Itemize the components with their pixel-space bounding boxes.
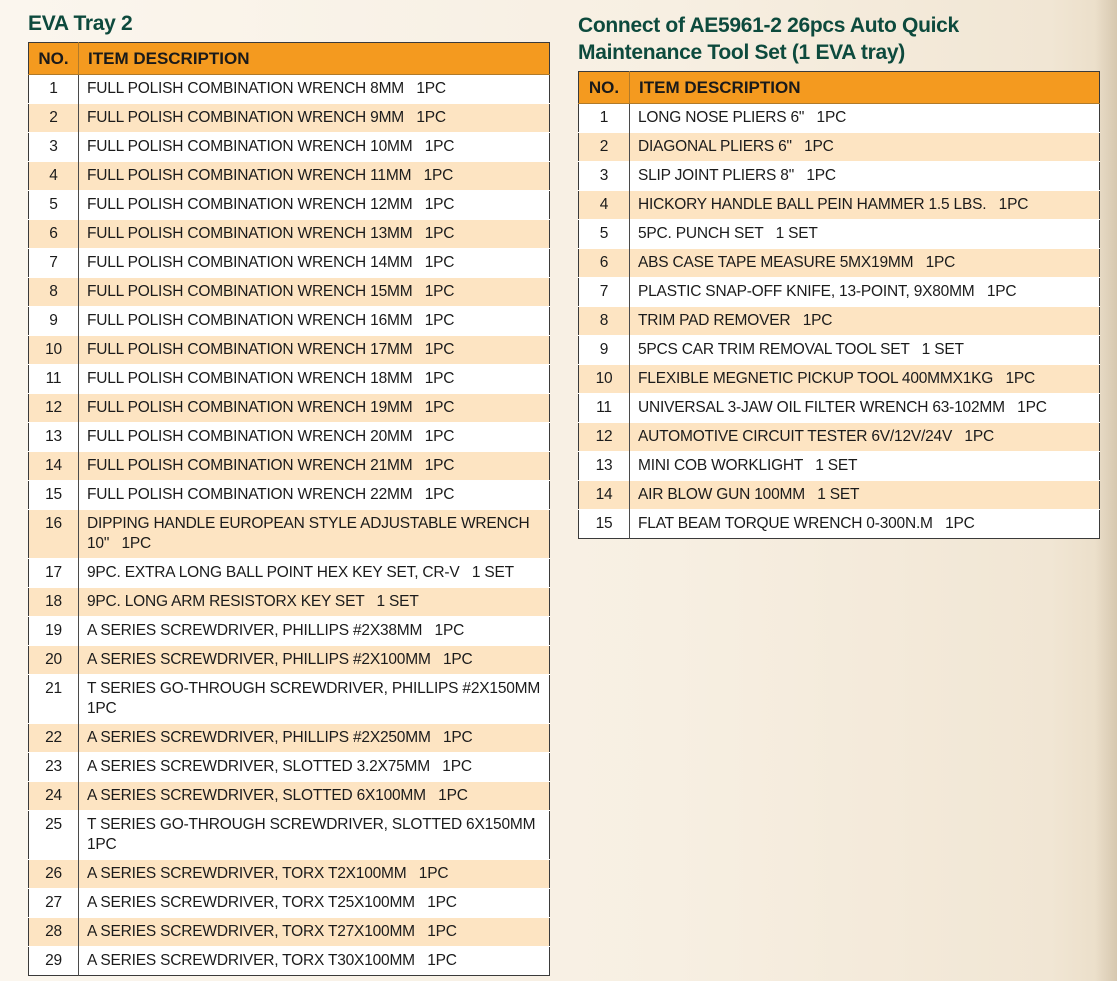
item-description: LONG NOSE PLIERS 6" 1PC [630,104,1100,133]
item-description: FULL POLISH COMBINATION WRENCH 13MM 1PC [79,220,550,249]
item-description: FULL POLISH COMBINATION WRENCH 9MM 1PC [79,104,550,133]
column-header-no: NO. [579,72,630,104]
item-number: 13 [579,452,630,481]
item-description: FULL POLISH COMBINATION WRENCH 10MM 1PC [79,133,550,162]
item-number: 29 [29,947,79,976]
item-description: FLEXIBLE MEGNETIC PICKUP TOOL 400MMX1KG 1PC [630,365,1100,394]
item-description: UNIVERSAL 3-JAW OIL FILTER WRENCH 63-102MM 1PC [630,394,1100,423]
column-header-description: ITEM DESCRIPTION [630,72,1100,104]
item-description: A SERIES SCREWDRIVER, PHILLIPS #2X250MM 1PC [79,724,550,753]
table-row [579,423,1100,452]
item-description: 5PC. PUNCH SET 1 SET [630,220,1100,249]
item-number: 26 [29,860,79,889]
column-header-no: NO. [29,43,79,75]
item-number: 2 [29,104,79,133]
item-description: FULL POLISH COMBINATION WRENCH 14MM 1PC [79,249,550,278]
item-number: 23 [29,753,79,782]
table-row [29,918,550,947]
item-number: 4 [579,191,630,220]
item-number: 17 [29,559,79,588]
item-description: FULL POLISH COMBINATION WRENCH 18MM 1PC [79,365,550,394]
table-row [29,220,550,249]
table-row [29,452,550,481]
table-row [29,249,550,278]
item-number: 9 [29,307,79,336]
item-number: 4 [29,162,79,191]
table-header-row [29,43,550,75]
table-row [29,559,550,588]
item-number: 11 [579,394,630,423]
item-number: 1 [579,104,630,133]
item-number: 25 [29,811,79,860]
item-number: 8 [29,278,79,307]
item-description: DIAGONAL PLIERS 6" 1PC [630,133,1100,162]
table-row [29,947,550,976]
item-description: FLAT BEAM TORQUE WRENCH 0-300N.M 1PC [630,510,1100,539]
auto-maintenance-title [578,12,1100,66]
table-row [579,336,1100,365]
item-description: PLASTIC SNAP-OFF KNIFE, 13-POINT, 9X80MM 1PC [630,278,1100,307]
item-description: FULL POLISH COMBINATION WRENCH 19MM 1PC [79,394,550,423]
item-number: 11 [29,365,79,394]
column-header-description: ITEM DESCRIPTION [79,43,550,75]
table-row [29,278,550,307]
auto-maintenance-table [578,71,1100,539]
table-row [29,588,550,617]
table-row [579,278,1100,307]
item-number: 12 [579,423,630,452]
item-number: 16 [29,510,79,559]
table-row [29,811,550,860]
auto-maintenance-title-line-2: Maintenance Tool Set (1 EVA tray) [578,41,905,64]
eva-tray-2-panel [28,10,550,976]
item-description: 5PCS CAR TRIM REMOVAL TOOL SET 1 SET [630,336,1100,365]
item-number: 21 [29,675,79,724]
item-description: DIPPING HANDLE EUROPEAN STYLE ADJUSTABLE WRENCH 10" 1PC [79,510,550,559]
table-row [29,617,550,646]
table-row [579,249,1100,278]
item-description: FULL POLISH COMBINATION WRENCH 17MM 1PC [79,336,550,365]
item-number: 15 [579,510,630,539]
item-description: FULL POLISH COMBINATION WRENCH 22MM 1PC [79,481,550,510]
item-description: T SERIES GO-THROUGH SCREWDRIVER, PHILLIPS #2X150MM 1PC [79,675,550,724]
item-description: FULL POLISH COMBINATION WRENCH 12MM 1PC [79,191,550,220]
item-number: 27 [29,889,79,918]
table-row [29,646,550,675]
table-row [579,452,1100,481]
table-row [579,162,1100,191]
item-description: T SERIES GO-THROUGH SCREWDRIVER, SLOTTED 6X150MM 1PC [79,811,550,860]
item-number: 22 [29,724,79,753]
table-row [29,481,550,510]
table-row [29,675,550,724]
table-row [29,162,550,191]
table-row [29,75,550,104]
item-number: 2 [579,133,630,162]
item-number: 14 [29,452,79,481]
item-number: 10 [579,365,630,394]
item-description: FULL POLISH COMBINATION WRENCH 20MM 1PC [79,423,550,452]
table-row [29,889,550,918]
item-number: 9 [579,336,630,365]
item-description: A SERIES SCREWDRIVER, TORX T25X100MM 1PC [79,889,550,918]
item-number: 24 [29,782,79,811]
item-description: FULL POLISH COMBINATION WRENCH 8MM 1PC [79,75,550,104]
item-description: FULL POLISH COMBINATION WRENCH 15MM 1PC [79,278,550,307]
item-number: 6 [29,220,79,249]
item-number: 3 [29,133,79,162]
item-description: A SERIES SCREWDRIVER, TORX T2X100MM 1PC [79,860,550,889]
item-description: AUTOMOTIVE CIRCUIT TESTER 6V/12V/24V 1PC [630,423,1100,452]
table-row [29,365,550,394]
eva-tray-2-title: EVA Tray 2 [28,12,133,35]
item-description: FULL POLISH COMBINATION WRENCH 11MM 1PC [79,162,550,191]
table-row [579,307,1100,336]
item-number: 13 [29,423,79,452]
item-description: A SERIES SCREWDRIVER, PHILLIPS #2X38MM 1PC [79,617,550,646]
table-row [579,191,1100,220]
table-row [579,365,1100,394]
table-row [29,510,550,559]
auto-maintenance-table-body [579,104,1100,539]
item-description: 9PC. EXTRA LONG BALL POINT HEX KEY SET, CR-V 1 SET [79,559,550,588]
item-number: 6 [579,249,630,278]
item-description: A SERIES SCREWDRIVER, SLOTTED 3.2X75MM 1PC [79,753,550,782]
item-number: 5 [579,220,630,249]
item-description: ABS CASE TAPE MEASURE 5MX19MM 1PC [630,249,1100,278]
item-description: FULL POLISH COMBINATION WRENCH 16MM 1PC [79,307,550,336]
item-description: HICKORY HANDLE BALL PEIN HAMMER 1.5 LBS. 1PC [630,191,1100,220]
table-header-row [579,72,1100,104]
table-row [29,104,550,133]
item-description: A SERIES SCREWDRIVER, TORX T30X100MM 1PC [79,947,550,976]
item-description: A SERIES SCREWDRIVER, SLOTTED 6X100MM 1PC [79,782,550,811]
item-description: TRIM PAD REMOVER 1PC [630,307,1100,336]
item-number: 10 [29,336,79,365]
item-number: 19 [29,617,79,646]
table-row [29,423,550,452]
table-row [579,104,1100,133]
item-number: 1 [29,75,79,104]
table-row [29,191,550,220]
table-row [579,481,1100,510]
table-row [579,133,1100,162]
table-row [29,724,550,753]
item-description: AIR BLOW GUN 100MM 1 SET [630,481,1100,510]
table-row [29,860,550,889]
item-description: 9PC. LONG ARM RESISTORX KEY SET 1 SET [79,588,550,617]
auto-maintenance-title-line-1: Connect of AE5961-2 26pcs Auto Quick [578,14,959,37]
table-row [29,782,550,811]
table-row [579,220,1100,249]
eva-tray-2-table-body [29,75,550,976]
item-number: 7 [29,249,79,278]
table-row [29,394,550,423]
item-number: 28 [29,918,79,947]
item-description: SLIP JOINT PLIERS 8" 1PC [630,162,1100,191]
item-number: 14 [579,481,630,510]
item-number: 8 [579,307,630,336]
item-number: 18 [29,588,79,617]
table-row [29,133,550,162]
item-number: 5 [29,191,79,220]
item-number: 15 [29,481,79,510]
auto-maintenance-panel [578,12,1100,539]
item-number: 7 [579,278,630,307]
item-description: MINI COB WORKLIGHT 1 SET [630,452,1100,481]
table-row [29,307,550,336]
item-description: A SERIES SCREWDRIVER, TORX T27X100MM 1PC [79,918,550,947]
item-number: 20 [29,646,79,675]
table-row [579,394,1100,423]
item-number: 12 [29,394,79,423]
item-description: A SERIES SCREWDRIVER, PHILLIPS #2X100MM 1PC [79,646,550,675]
table-row [579,510,1100,539]
table-row [29,336,550,365]
item-number: 3 [579,162,630,191]
table-row [29,753,550,782]
item-description: FULL POLISH COMBINATION WRENCH 21MM 1PC [79,452,550,481]
eva-tray-2-table [28,42,550,976]
